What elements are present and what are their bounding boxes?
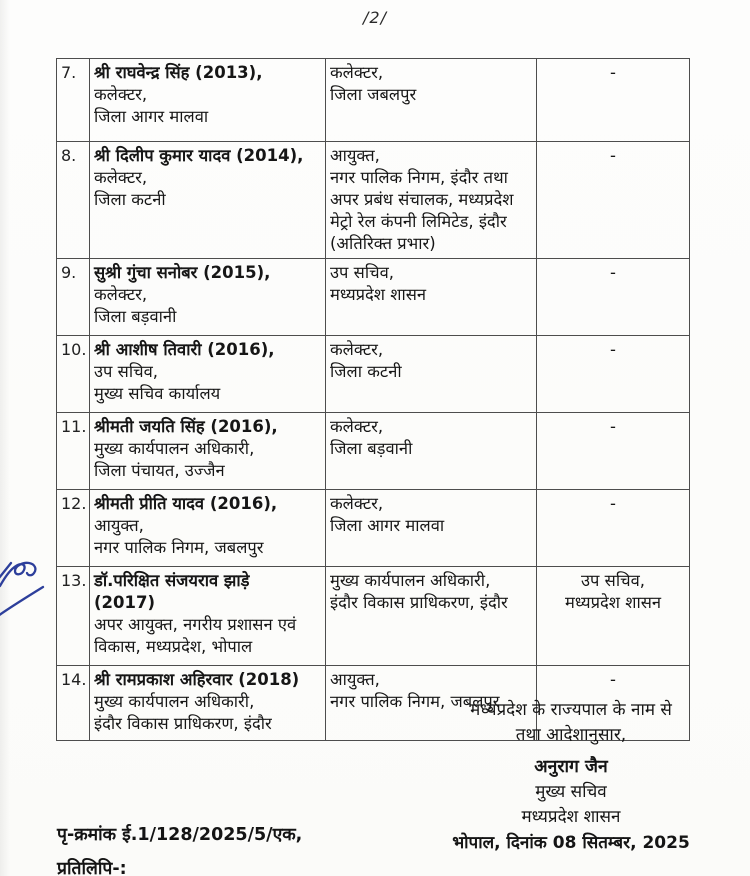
officer-line: इंदौर विकास प्राधिकरण, इंदौर	[94, 714, 272, 733]
remark-cell	[537, 336, 690, 413]
posting-line: आयुक्त,	[330, 670, 380, 689]
serial-cell: 14.	[57, 666, 90, 741]
posting-line: कलेक्टर,	[330, 494, 384, 513]
posting-cell	[326, 259, 537, 336]
posting-line: मध्यप्रदेश शासन	[330, 285, 427, 304]
remark-line: -	[610, 340, 616, 359]
remark-line: -	[610, 146, 616, 165]
remark-line: -	[610, 63, 616, 82]
posting-line: अपर प्रबंध संचालक, मध्यप्रदेश	[330, 190, 514, 209]
posting-line: कलेक्टर,	[330, 340, 384, 359]
copy-to-label: प्रतिलिपि-:	[57, 859, 127, 876]
officer-line: विकास, मध्यप्रदेश, भोपाल	[94, 637, 253, 656]
transfer-order-table	[56, 58, 690, 741]
table-row	[57, 59, 690, 142]
serial-cell: 8.	[57, 142, 90, 259]
officer-cell	[90, 567, 326, 666]
officer-line: उप सचिव,	[94, 362, 158, 381]
remark-cell	[537, 413, 690, 490]
officer-cell	[90, 336, 326, 413]
posting-line: जिला बड़वानी	[330, 439, 413, 458]
officer-name: श्री राघवेन्द्र सिंह (2013),	[94, 63, 263, 82]
posting-line: मेट्रो रेल कंपनी लिमिटेड, इंदौर	[330, 212, 507, 231]
officer-name: श्रीमती जयति सिंह (2016),	[94, 417, 278, 436]
officer-line: कलेक्टर,	[94, 285, 148, 304]
serial-cell: 10.	[57, 336, 90, 413]
officer-line: नगर पालिक निगम, जबलपुर	[94, 538, 264, 557]
officer-cell	[90, 413, 326, 490]
officer-name-year: (2017)	[94, 593, 156, 612]
closing-block	[415, 698, 727, 856]
authority-line: तथा आदेशानुसार,	[515, 725, 627, 745]
officer-cell	[90, 259, 326, 336]
serial-cell: 7.	[57, 59, 90, 142]
officer-line: जिला पंचायत, उज्जैन	[94, 461, 225, 480]
posting-line: जिला आगर मालवा	[330, 516, 445, 535]
officer-name: श्री आशीष तिवारी (2016),	[94, 340, 275, 359]
remark-line: मध्यप्रदेश शासन	[564, 593, 662, 612]
remark-line: उप सचिव,	[581, 571, 645, 590]
officer-line: कलेक्टर,	[94, 85, 148, 104]
place-date-line: भोपाल, दिनांक 08 सितम्बर, 2025	[452, 833, 690, 853]
officer-name: श्री रामप्रकाश अहिरवार (2018)	[94, 670, 300, 689]
officer-line: आयुक्त,	[94, 516, 144, 535]
officer-name: श्रीमती प्रीति यादव (2016),	[94, 494, 278, 513]
table-row	[57, 336, 690, 413]
remark-cell	[537, 259, 690, 336]
signatory-designation: मध्यप्रदेश शासन	[521, 807, 621, 827]
officer-line: जिला आगर मालवा	[94, 107, 209, 126]
page-number: /2/	[363, 8, 387, 27]
remark-line: -	[610, 417, 616, 436]
table-row	[57, 567, 690, 666]
posting-line: मुख्य कार्यपालन अधिकारी,	[330, 571, 491, 590]
remark-cell	[537, 59, 690, 142]
remark-cell	[537, 567, 690, 666]
posting-line: कलेक्टर,	[330, 63, 384, 82]
posting-cell	[326, 490, 537, 567]
posting-cell	[326, 567, 537, 666]
officer-line: मुख्य कार्यपालन अधिकारी,	[94, 439, 255, 458]
officer-line: मुख्य कार्यपालन अधिकारी,	[94, 692, 255, 711]
officer-line: मुख्य सचिव कार्यालय	[94, 384, 221, 403]
posting-line: जिला कटनी	[330, 362, 402, 381]
officer-name: सुश्री गुंचा सनोबर (2015),	[94, 263, 271, 282]
remark-line: -	[610, 494, 616, 513]
serial-cell: 9.	[57, 259, 90, 336]
officer-cell	[90, 59, 326, 142]
posting-cell	[326, 413, 537, 490]
officer-line: कलेक्टर,	[94, 168, 148, 187]
table-row	[57, 259, 690, 336]
officer-line: जिला कटनी	[94, 190, 166, 209]
remark-line: -	[610, 263, 616, 282]
posting-line: आयुक्त,	[330, 146, 380, 165]
officer-name: डॉ.परिक्षित संजयराव झाड़े	[94, 571, 250, 590]
posting-cell	[326, 336, 537, 413]
posting-line: नगर पालिक निगम, इंदौर तथा	[330, 168, 508, 187]
officer-line: अपर आयुक्त, नगरीय प्रशासन एवं	[94, 615, 297, 634]
officer-name: श्री दिलीप कुमार यादव (2014),	[94, 146, 304, 165]
remark-cell	[537, 142, 690, 259]
posting-cell	[326, 142, 537, 259]
posting-line: (अतिरिक्त प्रभार)	[330, 234, 436, 253]
posting-line: उप सचिव,	[330, 263, 394, 282]
posting-line: कलेक्टर,	[330, 417, 384, 436]
officer-cell	[90, 490, 326, 567]
posting-line: इंदौर विकास प्राधिकरण, इंदौर	[330, 593, 508, 612]
table-row	[57, 142, 690, 259]
remark-cell	[537, 490, 690, 567]
table-row	[57, 490, 690, 567]
serial-cell: 11.	[57, 413, 90, 490]
table-row	[57, 413, 690, 490]
signatory-name: अनुराग जैन	[534, 757, 608, 777]
posting-line: नगर पालिक निगम, जबलपुर	[330, 692, 500, 711]
officer-cell	[90, 142, 326, 259]
serial-cell: 13.	[57, 567, 90, 666]
officer-cell	[90, 666, 326, 741]
officer-line: जिला बड़वानी	[94, 307, 177, 326]
serial-cell: 12.	[57, 490, 90, 567]
authority-line: मध्यप्रदेश के राज्यपाल के नाम से	[470, 700, 672, 720]
remark-line: -	[610, 670, 616, 689]
endorsement-number: पृ-क्रमांक ई.1/128/2025/5/एक,	[57, 825, 303, 845]
posting-cell	[326, 59, 537, 142]
handwritten-initial-signature	[0, 550, 49, 636]
posting-line: जिला जबलपुर	[330, 85, 417, 104]
signatory-designation: मुख्य सचिव	[535, 782, 607, 802]
